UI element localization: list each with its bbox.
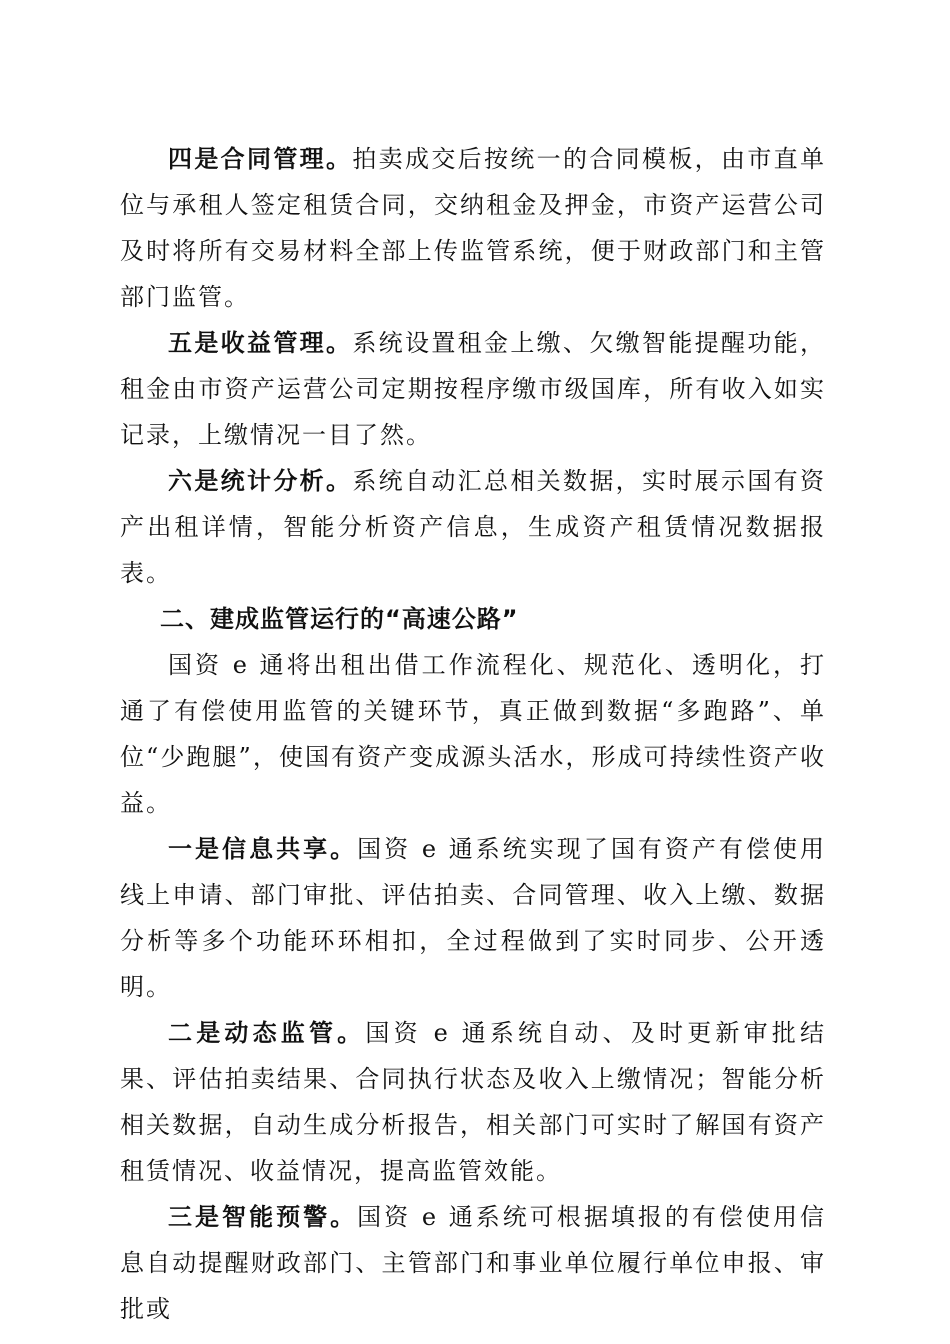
paragraph-text: 系统自动汇总相关数据，实时展示国有资产出租详情，智能分析资产信息，生成资产租赁情况数据报表。	[120, 467, 827, 587]
paragraph-information-sharing	[120, 826, 826, 1010]
paragraph-text: 系统设置租金上缴、欠缴智能提醒功能，租金由市资产运营公司定期按程序缴市级国库，所有收入如实记录，上缴情况一目了然。	[120, 329, 827, 449]
paragraph-lead: 六是统计分析。	[168, 466, 353, 495]
paragraph-statistical-analysis	[120, 458, 826, 596]
paragraph-text: 国资 e 通系统可根据填报的有偿使用信息自动提醒财政部门、主管部门和事业单位履行单位申报、审批或	[120, 1203, 826, 1323]
document-body	[120, 136, 826, 1332]
paragraph-lead: 四是合同管理。	[168, 144, 353, 173]
section-heading: 二、建成监管运行的“高速公路”	[160, 605, 519, 633]
paragraph-lead: 五是收益管理。	[168, 328, 353, 357]
paragraph-text: 国资 e 通系统实现了国有资产有偿使用线上申请、部门审批、评估拍卖、合同管理、收入上缴、数据分析等多个功能环环相扣，全过程做到了实时同步、公开透明。	[120, 835, 826, 1001]
paragraph-lead: 一是信息共享。	[168, 834, 358, 863]
paragraph-text: 拍卖成交后按统一的合同模板，由市直单位与承租人签定租赁合同，交纳租金及押金，市资产运营公司及时将所有交易材料全部上传监管系统，便于财政部门和主管部门监管。	[120, 145, 827, 311]
paragraph-lead: 三是智能预警。	[168, 1202, 358, 1231]
paragraph-smart-warning	[120, 1194, 826, 1332]
paragraph-revenue-management	[120, 320, 826, 458]
paragraph-contract-management	[120, 136, 826, 320]
paragraph-lead: 二是动态监管。	[168, 1018, 366, 1047]
paragraph-text: 国资 e 通系统自动、及时更新审批结果、评估拍卖结果、合同执行状态及收入上缴情况；智能分析相关数据，自动生成分析报告，相关部门可实时了解国有资产租赁情况、收益情况，提高监管效能。	[120, 1019, 827, 1185]
paragraph-dynamic-supervision	[120, 1010, 826, 1194]
section-intro: 国资 e 通将出租出借工作流程化、规范化、透明化，打通了有偿使用监管的关键环节，真正做到数据“多跑路”、单位“少跑腿”，使国有资产变成源头活水，形成可持续性资产收益。	[120, 651, 826, 817]
